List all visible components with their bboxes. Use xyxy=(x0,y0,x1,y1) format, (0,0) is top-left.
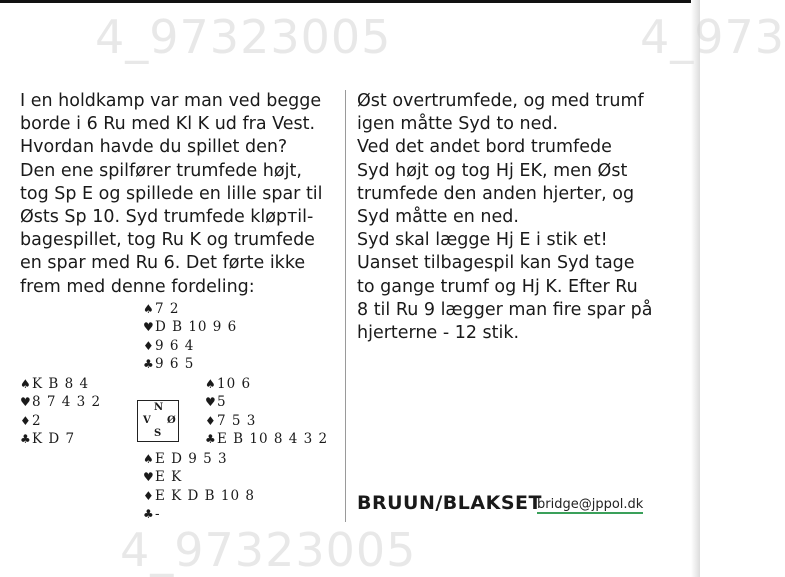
email-link[interactable]: bridge@jppol.dk xyxy=(537,497,644,512)
text-line: 8 til Ru 9 lægger man fire spar på xyxy=(357,299,653,320)
heart-icon: ♥ xyxy=(143,320,154,335)
text-line: tog Sp E og spillede en lille spar til xyxy=(20,183,323,204)
south-spades: E D 9 5 3 xyxy=(155,451,228,467)
text-line: Uanset tilbagespil kan Syd tage xyxy=(357,253,635,274)
east-diamonds: 7 5 3 xyxy=(217,412,257,429)
text-line: frem med denne fordeling: xyxy=(20,276,255,297)
north-hearts: D B 10 9 6 xyxy=(155,319,238,336)
east-hearts: 5 xyxy=(217,394,227,411)
text-line: Øst overtrumfede, og med trumf xyxy=(357,91,644,111)
spade-icon: ♠ xyxy=(143,302,154,316)
right-column-text xyxy=(357,90,652,345)
compass-south: S xyxy=(154,428,162,439)
text-line: igen måtte Syd to ned. xyxy=(357,114,559,135)
spade-icon: ♠ xyxy=(205,377,216,391)
top-border xyxy=(0,0,700,3)
hand-north xyxy=(143,300,237,373)
text-line: Syd måtte en ned. xyxy=(357,206,519,227)
hand-east xyxy=(205,375,328,448)
diamond-icon: ♦ xyxy=(143,488,154,503)
compass-box xyxy=(137,400,179,442)
text-line: Syd skal lægge Hj E i stik et! xyxy=(357,230,608,251)
text-line: borde i 6 Ru med Kl K ud fra Vest. xyxy=(20,114,316,135)
spade-icon: ♠ xyxy=(143,452,154,466)
text-line: en spar med Ru 6. Det førte ikke xyxy=(20,253,306,274)
diamond-icon: ♦ xyxy=(143,338,154,353)
diamond-icon: ♦ xyxy=(205,413,216,428)
club-icon: ♣ xyxy=(143,506,154,521)
watermark-top: 4_97323005 xyxy=(95,10,392,64)
east-clubs: E B 10 8 4 3 2 xyxy=(217,430,329,447)
club-icon: ♣ xyxy=(205,431,216,446)
text-line: Hvordan havde du spillet den? xyxy=(20,137,288,158)
heart-icon: ♥ xyxy=(205,395,216,410)
compass-west: V xyxy=(143,415,151,426)
text-line: to gange trumf og Hj K. Efter Ru xyxy=(357,276,638,297)
south-hearts: E K xyxy=(155,469,183,486)
text-line: hjerterne - 12 stik. xyxy=(357,322,520,343)
north-clubs: 9 6 5 xyxy=(155,355,195,372)
heart-icon: ♥ xyxy=(20,395,31,410)
spade-icon: ♠ xyxy=(20,377,31,391)
text-line: Syd højt og tog Hj EK, men Øst xyxy=(357,160,628,181)
page-edge-shadow xyxy=(691,0,700,577)
east-spades: 10 6 xyxy=(217,376,252,392)
north-diamonds: 9 6 4 xyxy=(155,337,195,354)
compass-east: Ø xyxy=(167,415,176,426)
text-line: Østs Sp 10. Syd trumfede kløртil- xyxy=(20,206,314,227)
south-clubs: - xyxy=(155,505,161,522)
text-line: Ved det andet bord trumfede xyxy=(357,137,612,158)
club-icon: ♣ xyxy=(143,356,154,371)
hand-west xyxy=(20,375,101,448)
author-byline: BRUUN/BLAKSET xyxy=(357,492,542,514)
club-icon: ♣ xyxy=(20,431,31,446)
heart-icon: ♥ xyxy=(143,470,154,485)
column-divider xyxy=(345,90,346,522)
text-line: trumfede den anden hjerter, og xyxy=(357,183,635,204)
west-hearts: 8 7 4 3 2 xyxy=(32,394,102,411)
compass-north: N xyxy=(154,402,164,413)
diamond-icon: ♦ xyxy=(20,413,31,428)
west-diamonds: 2 xyxy=(32,412,42,429)
hand-south xyxy=(143,450,255,523)
west-clubs: K D 7 xyxy=(32,430,76,447)
text-line: Den ene spilfører trumfede højt, xyxy=(20,160,302,181)
left-column-text xyxy=(20,90,323,299)
text-line: I en holdkamp var man ved begge xyxy=(20,91,322,111)
west-spades: K B 8 4 xyxy=(32,376,90,392)
south-diamonds: E K D B 10 8 xyxy=(155,487,255,504)
watermark-right: 4_973 xyxy=(640,10,785,64)
watermark-bottom: 4_97323005 xyxy=(120,523,417,577)
text-line: bagespillet, tog Ru K og trumfede xyxy=(20,230,315,251)
north-spades: 7 2 xyxy=(155,301,180,317)
